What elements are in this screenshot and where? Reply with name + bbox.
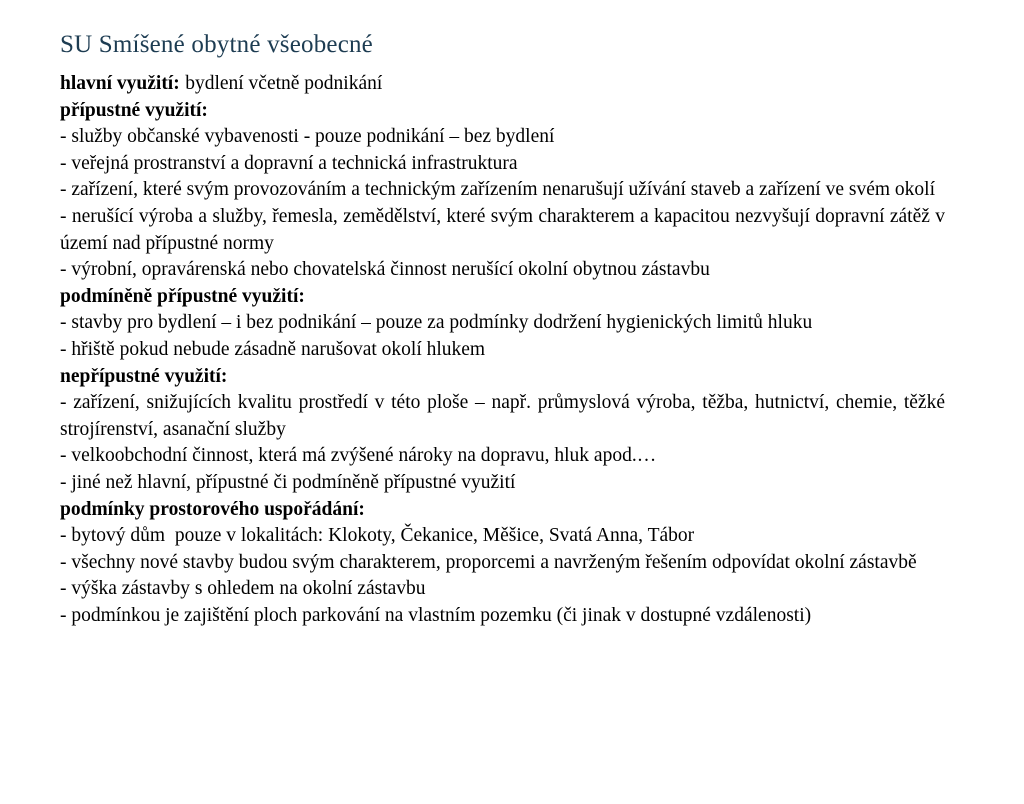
list-item: - podmínkou je zajištění ploch parkování na vlastním pozemku (či jinak v dostupné vzdálenosti) (60, 604, 812, 626)
list-item: - stavby pro bydlení – i bez podnikání – pouze za podmínky dodržení hygienických limitů hluku (60, 312, 813, 334)
section-main-use (60, 71, 945, 98)
list-item: - veřejná prostranství a dopravní a technická infrastruktura (60, 152, 518, 174)
list-item: - všechny nové stavby budou svým charakterem, proporcemi a navrženým řešením odpovídat okolní zástavbě (60, 551, 917, 573)
section-heading-spatial-arrangement-conditions: podmínky prostorového uspořádání: (60, 498, 365, 520)
page-title: SU Smíšené obytné všeobecné (60, 31, 373, 58)
list-item: - služby občanské vybavenosti - pouze podnikání – bez bydlení (60, 126, 555, 148)
list-item: - bytový dům pouze v lokalitách: Klokoty, Čekanice, Měšice, Svatá Anna, Tábor (60, 525, 695, 547)
document-body (60, 71, 945, 629)
section-main-use-text: bydlení včetně podnikání (185, 73, 383, 94)
section-heading-impermissible-use: nepřípustné využití: (60, 365, 228, 387)
list-item: - výška zástavby s ohledem na okolní zástavbu (60, 578, 426, 600)
section-heading-permissible-use: přípustné využití: (60, 99, 208, 121)
section-heading-main-use: hlavní využití: (60, 73, 180, 94)
list-item: - jiné než hlavní, přípustné či podmíněně přípustné využití (60, 471, 516, 493)
list-item: - velkoobchodní činnost, která má zvýšené nároky na dopravu, hluk apod.… (60, 445, 657, 467)
list-item: - hřiště pokud nebude zásadně narušovat okolí hlukem (60, 338, 486, 360)
section-heading-conditionally-permissible-use: podmíněně přípustné využití: (60, 285, 305, 307)
list-item: - zařízení, které svým provozováním a technickým zařízením nenarušují užívání staveb a zařízení ve svém okolí (60, 179, 935, 201)
list-item: - nerušící výroba a služby, řemesla, zemědělství, které svým charakterem a kapacitou nezvyšují dopravní zátěž v území nad přípustné normy (60, 205, 945, 254)
list-item: - výrobní, opravárenská nebo chovatelská činnost nerušící okolní obytnou zástavbu (60, 259, 710, 281)
list-item: - zařízení, snižujících kvalitu prostředí v této ploše – např. průmyslová výroba, těžba, hutnictví, chemie, těžké strojírenství, asanační služby (60, 392, 945, 440)
